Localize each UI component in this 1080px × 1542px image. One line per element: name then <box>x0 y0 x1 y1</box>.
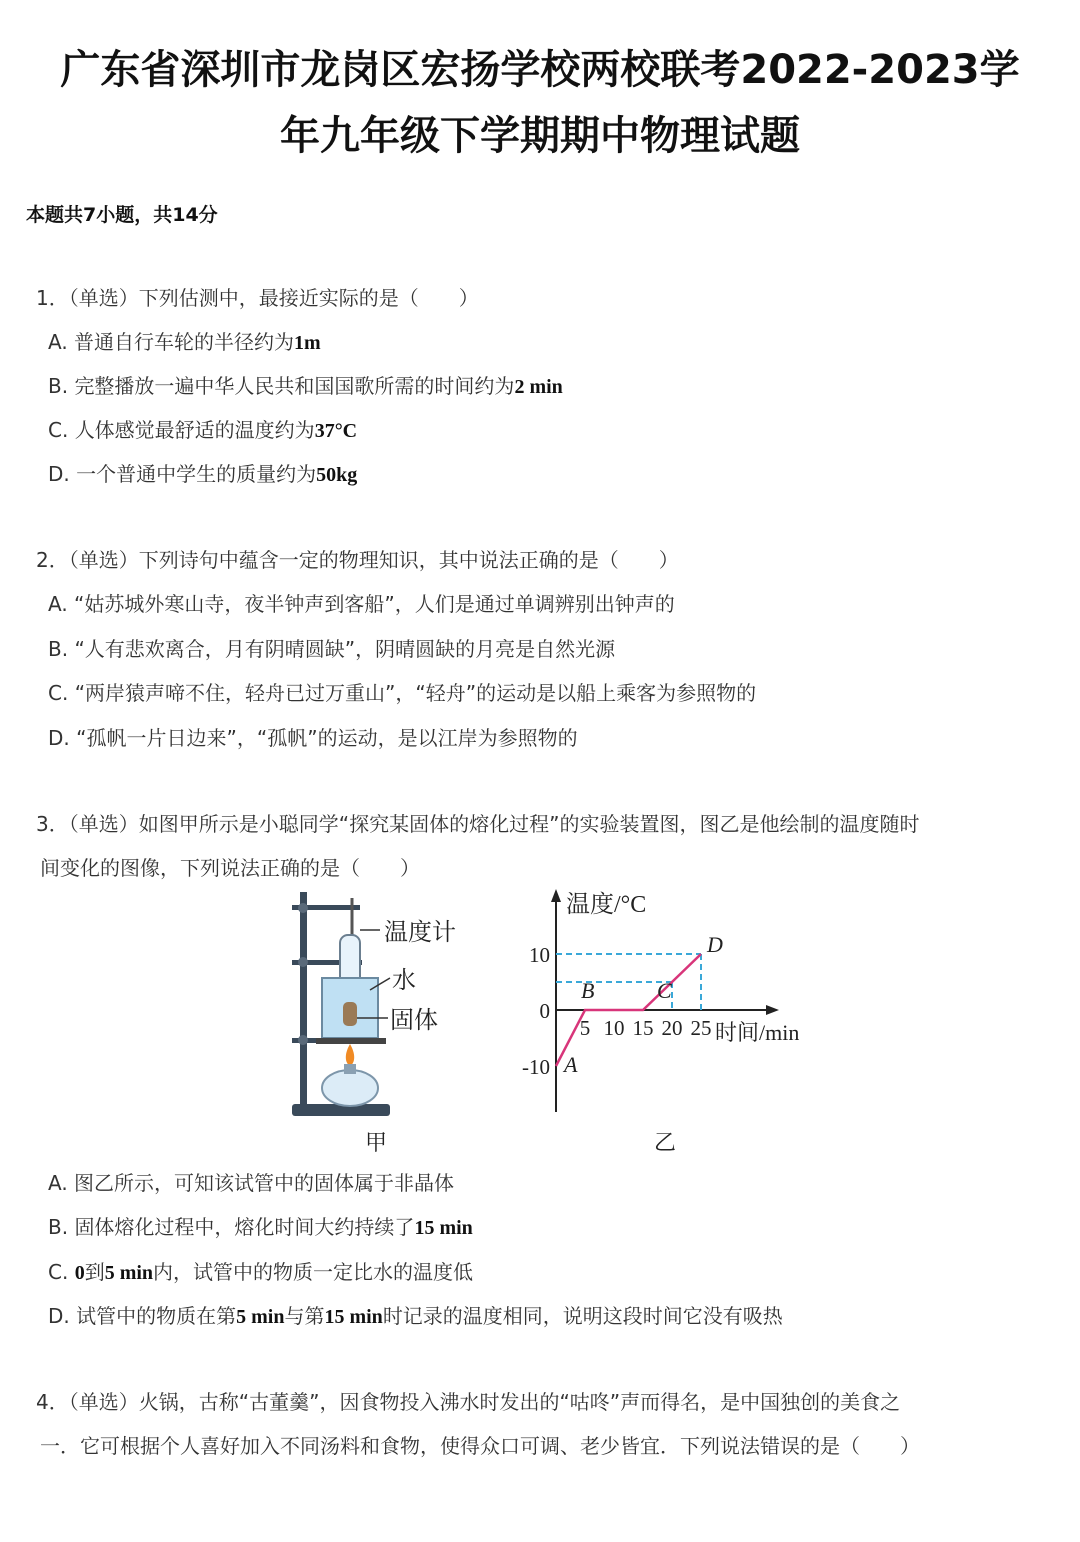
option-label: B. <box>48 1215 69 1239</box>
question-3-stem: 3．（单选）如图甲所示是小聪同学“探究某固体的熔化过程”的实验装置图，图乙是他绘制的温度随时 <box>36 812 920 836</box>
question-1-stem: 1．（单选）下列估测中，最接近实际的是（ ） <box>36 286 479 310</box>
lamp-neck <box>344 1064 356 1074</box>
question-3-option-a <box>48 1167 454 1196</box>
option-label: B. <box>48 637 69 661</box>
question-3-stem-cont: 间变化的图像，下列说法正确的是（ ） <box>40 856 420 880</box>
option-text: 时记录的温度相同，说明这段时间它没有吸热 <box>382 1304 783 1328</box>
y-tick-label: -10 <box>522 1055 550 1079</box>
point-label-a: A <box>564 1052 578 1077</box>
option-text: 与第 <box>284 1304 325 1328</box>
option-value: 5 min <box>104 1262 154 1284</box>
option-label: C. <box>48 681 69 705</box>
option-label: D. <box>48 726 70 750</box>
option-label: A. <box>48 330 68 354</box>
option-text: 图乙所示，可知该试管中的固体属于非晶体 <box>74 1171 455 1195</box>
option-value: 5 min <box>236 1306 285 1328</box>
wire-gauze <box>316 1038 386 1044</box>
option-label: A. <box>48 592 68 616</box>
option-value: 1m <box>294 332 321 354</box>
clamp-knob <box>298 957 308 967</box>
option-label: D. <box>48 1304 70 1328</box>
option-value: 37°C <box>314 420 358 442</box>
x-axis-arrow <box>766 1005 779 1015</box>
option-text: 一个普通中学生的质量约为 <box>76 462 317 486</box>
option-text: “姑苏城外寒山寺，夜半钟声到客船”，人们是通过单调辨别出钟声的 <box>74 592 675 616</box>
option-text: 内，试管中的物质一定比水的温度低 <box>153 1260 474 1284</box>
x-tick-label: 5 <box>579 1016 591 1040</box>
page-title-line1: 广东省深圳市龙岗区宏扬学校两校联考2022-2023学 <box>60 47 1020 93</box>
option-value: 15 min <box>324 1306 383 1328</box>
apparatus-figure <box>292 892 456 1155</box>
stand-rod <box>300 892 307 1106</box>
y-tick-label: 10 <box>529 943 550 967</box>
question-3-option-d <box>48 1300 783 1329</box>
option-value: 50kg <box>316 464 358 486</box>
option-text: 完整播放一遍中华人民共和国国歌所需的时间约为 <box>74 374 515 398</box>
option-label: D. <box>48 462 70 486</box>
solid-sample <box>343 1002 357 1026</box>
option-label: C. <box>48 1260 69 1284</box>
y-tick-label: 0 <box>539 999 550 1023</box>
label-water: 水 <box>392 968 416 994</box>
section-summary: 本题共7小题，共14分 <box>26 204 218 226</box>
clamp-knob <box>298 1035 308 1045</box>
caption-yi: 乙 <box>653 1130 677 1155</box>
option-label: C. <box>48 418 69 442</box>
caption-jia: 甲 <box>364 1130 388 1155</box>
page-title-line2: 年九年级下学期期中物理试题 <box>280 113 800 159</box>
option-text: 普通自行车轮的半径约为 <box>74 330 295 354</box>
point-label-d: D <box>707 932 723 957</box>
option-label: A. <box>48 1171 68 1195</box>
point-label-c: C <box>657 978 672 1003</box>
option-text: “两岸猿声啼不住，轻舟已过万重山”，“轻舟”的运动是以船上乘客为参照物的 <box>74 681 757 705</box>
option-text: 人体感觉最舒适的温度约为 <box>74 418 315 442</box>
alcohol-lamp <box>322 1070 378 1106</box>
flame-icon <box>346 1044 354 1066</box>
option-text: 固体熔化过程中，熔化时间大约持续了 <box>74 1215 415 1239</box>
label-solid: 固体 <box>390 1008 438 1034</box>
option-value: 15 min <box>414 1217 473 1239</box>
option-value: 2 min <box>514 376 563 398</box>
y-axis-arrow <box>551 889 561 902</box>
question-4-stem: 4．（单选）火锅，古称“古董羹”，因食物投入沸水时发出的“咕咚”声而得名，是中国独创的美食之 <box>36 1390 901 1414</box>
label-thermometer: 温度计 <box>384 920 456 946</box>
y-axis-label: 温度/°C <box>566 892 647 918</box>
question-3-option-c <box>48 1256 473 1285</box>
question-2-stem: 2．（单选）下列诗句中蕴含一定的物理知识，其中说法正确的是（ ） <box>36 548 679 572</box>
x-axis-label: 时间/min <box>715 1020 800 1045</box>
x-tick-label: 25 <box>690 1016 712 1040</box>
x-tick-label: 10 <box>603 1016 625 1040</box>
option-value: 0 <box>74 1262 85 1284</box>
question-4-stem-cont: 一．它可根据个人喜好加入不同汤料和食物，使得众口可调、老少皆宜．下列说法错误的是（ ） <box>40 1434 920 1458</box>
option-text: 试管中的物质在第 <box>76 1304 237 1328</box>
x-tick-label: 20 <box>661 1016 683 1040</box>
clamp-knob <box>298 903 308 913</box>
option-text: “孤帆一片日边来”，“孤帆”的运动，是以江岸为参照物的 <box>76 726 578 750</box>
temperature-time-chart <box>522 889 799 1155</box>
point-label-b: B <box>581 978 595 1003</box>
x-tick-label: 15 <box>632 1016 654 1040</box>
option-text: “人有悲欢离合，月有阴晴圆缺”，阴晴圆缺的月亮是自然光源 <box>74 637 616 661</box>
option-label: B. <box>48 374 69 398</box>
question-3-option-b <box>48 1211 473 1240</box>
option-text: 到 <box>84 1260 105 1284</box>
